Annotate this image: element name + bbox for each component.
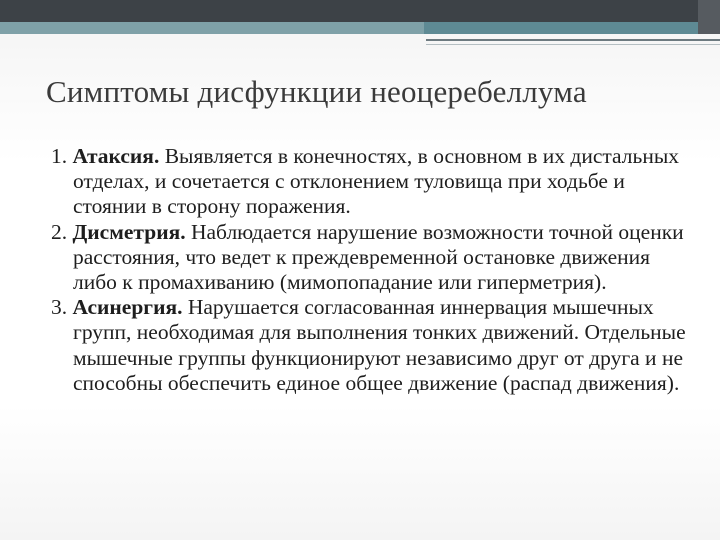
- list-item: [51, 295, 691, 396]
- list-item: [51, 144, 691, 220]
- decorative-line: [426, 39, 720, 41]
- accent-band-right: [424, 22, 720, 34]
- item-text: Выявляется в конечностях, в основном в их дистальных отделах, и сочетается с отклонением туловища при ходьбе и стоянии в сторону поражения.: [73, 144, 680, 219]
- slide-title: Симптомы дисфункции неоцеребеллума: [46, 74, 587, 109]
- item-text: Наблюдается нарушение возможности точной оценки расстояния, что ведет к преждевременной остановке движения либо к промахиванию (мимопопадание или гиперметрия).: [73, 219, 684, 295]
- header-bar: [0, 0, 720, 22]
- corner-accent: [698, 0, 720, 34]
- item-text: Нарушается согласованная иннервация мышечных групп, необходимая для выполнения тонких движений. Отдельные мышечные группы функционируют независимо друг от друга и не способны обеспечить единое общее движение (распад движения).: [73, 295, 686, 395]
- item-term: Дисметрия.: [72, 219, 186, 244]
- item-number: 3.: [51, 295, 73, 320]
- list-item: [51, 220, 691, 296]
- symptom-list: [51, 144, 691, 396]
- item-number: 1.: [51, 144, 73, 168]
- item-term: Асинергия.: [72, 295, 183, 320]
- item-number: 2.: [51, 219, 73, 244]
- decorative-line-thin: [426, 44, 720, 45]
- item-term: Атаксия.: [72, 144, 160, 168]
